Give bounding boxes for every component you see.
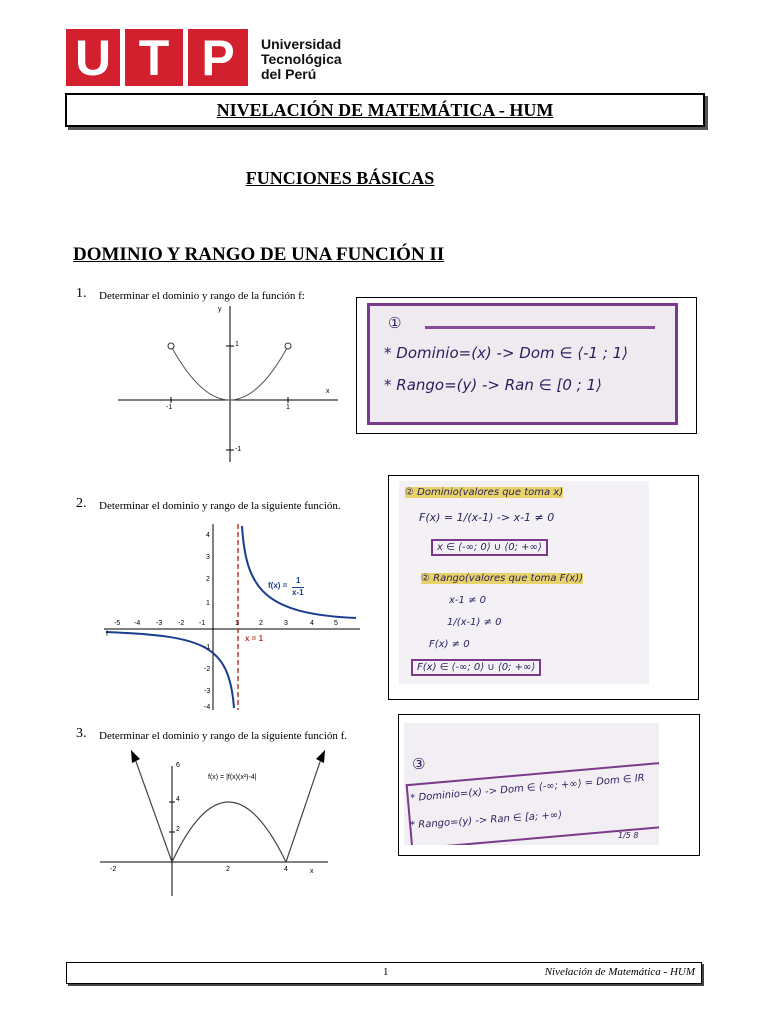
y-tick-m2: -2 bbox=[204, 666, 211, 673]
x-tick-4: 4 bbox=[310, 620, 314, 627]
graph-2-svg bbox=[104, 524, 360, 710]
x-tick-m5: -5 bbox=[114, 620, 121, 627]
arrow-left bbox=[131, 750, 140, 763]
x-tick-2: 2 bbox=[259, 620, 263, 627]
label-neg-one-x: -1 bbox=[166, 404, 173, 411]
y-tick-2: 2 bbox=[206, 576, 210, 583]
label-x: x bbox=[326, 388, 330, 395]
footer-course: Nivelación de Matemática - HUM bbox=[544, 966, 695, 978]
answer-2-line-5: 1/(x-1) ≠ 0 bbox=[447, 617, 502, 628]
x-tick-m1: -1 bbox=[199, 620, 206, 627]
right-branch bbox=[286, 756, 322, 862]
logo-letter-p: P bbox=[188, 29, 248, 86]
x-tick-4: 4 bbox=[284, 866, 288, 873]
answer-2-line-3: ② Rango(valores que toma F(x)) bbox=[421, 573, 583, 584]
answer-3-line-3: 1/5 8 bbox=[618, 831, 639, 840]
open-point-right bbox=[285, 343, 291, 349]
x-tick-m2: -2 bbox=[178, 620, 185, 627]
formula-label: f(x) = |f(x)(x²)-4| bbox=[208, 774, 257, 781]
graph-3-svg bbox=[98, 748, 330, 898]
graph-1-svg bbox=[110, 304, 350, 464]
y-tick-1: 1 bbox=[206, 600, 210, 607]
x-tick-m3: -3 bbox=[156, 620, 163, 627]
answer-photo-3 bbox=[398, 714, 700, 856]
page-subtitle: DOMINIO Y RANGO DE UNA FUNCIÓN II bbox=[73, 244, 445, 265]
label-neg-one-y: -1 bbox=[235, 446, 242, 453]
logo-letter-u: U bbox=[66, 29, 120, 86]
answer-3-line-0: ③ bbox=[412, 755, 426, 773]
answer-photo-1 bbox=[356, 297, 697, 434]
y-tick-3: 3 bbox=[206, 554, 210, 561]
x-tick-m4: -4 bbox=[134, 620, 141, 627]
answer-paper-1 bbox=[367, 303, 678, 425]
f-label-prefix: f(x) = bbox=[268, 581, 288, 590]
answer-1-line-2: * Rango=(y) -> Ran ∈ [0 ; 1⟩ bbox=[384, 376, 602, 394]
course-title: NIVELACIÓN DE MATEMÁTICA - HUM bbox=[216, 99, 554, 120]
answer-2-line-0: ② Dominio(valores que toma x) bbox=[405, 487, 564, 498]
y-tick-m1: -1 bbox=[204, 644, 211, 651]
item-2-text: Determinar el dominio y rango de la siguiente función. bbox=[99, 500, 341, 512]
item-3-text: Determinar el dominio y rango de la siguiente función f. bbox=[99, 730, 348, 742]
answer-2-line-6: F(x) ≠ 0 bbox=[429, 639, 470, 650]
branch-right bbox=[242, 526, 356, 618]
x-tick-5: 5 bbox=[334, 620, 338, 627]
section-title: FUNCIONES BÁSICAS bbox=[245, 168, 435, 188]
answer-2-line-4: x-1 ≠ 0 bbox=[449, 595, 486, 606]
logo-text bbox=[261, 37, 342, 82]
f-label-bottom: x-1 bbox=[292, 588, 304, 597]
label-y: y bbox=[218, 306, 222, 313]
y-tick-4: 4 bbox=[176, 796, 180, 803]
item-1-number: 1. bbox=[76, 286, 87, 301]
item-1-graph bbox=[110, 304, 350, 464]
x-axis-label: x bbox=[310, 868, 314, 875]
left-branch bbox=[134, 756, 172, 862]
y-tick-m4: -4 bbox=[204, 704, 211, 711]
logo-line-3: del Perú bbox=[261, 66, 317, 82]
page-number: 1 bbox=[383, 966, 389, 978]
f-tag: f bbox=[106, 631, 108, 638]
label-one-y: 1 bbox=[235, 341, 239, 348]
answer-2-line-2: x ∈ ⟨-∞; 0⟩ ∪ ⟨0; +∞⟩ bbox=[431, 539, 548, 556]
answer-3-line-1: * Dominio=(x) -> Dom ∈ ⟨-∞; +∞⟩ = Dom ∈ IR bbox=[409, 772, 646, 805]
y-tick-m3: -3 bbox=[204, 688, 211, 695]
answer-paper-3 bbox=[404, 723, 659, 845]
y-tick-4: 4 bbox=[206, 532, 210, 539]
y-tick-6: 6 bbox=[176, 762, 180, 769]
footer-box bbox=[66, 962, 702, 984]
item-2-number: 2. bbox=[76, 496, 87, 511]
answer-photo-2 bbox=[388, 475, 699, 700]
x-tick-3: 3 bbox=[284, 620, 288, 627]
answer-paper-2 bbox=[399, 481, 649, 684]
answer-2-line-7: F(x) ∈ ⟨-∞; 0⟩ ∪ ⟨0; +∞⟩ bbox=[411, 659, 541, 676]
logo-letter-t: T bbox=[125, 29, 183, 86]
answer-2-line-1: F(x) = 1/(x-1) -> x-1 ≠ 0 bbox=[419, 511, 555, 524]
item-1-text: Determinar el dominio y rango de la función f: bbox=[99, 290, 305, 302]
logo-line-2: Tecnológica bbox=[261, 51, 342, 67]
f-label-top: 1 bbox=[296, 576, 301, 585]
answer-3-line-2: * Rango=(y) -> Ran ∈ [a; +∞⟩ bbox=[409, 809, 563, 832]
item-3-graph bbox=[98, 748, 330, 898]
x-tick-1: 1 bbox=[235, 620, 239, 627]
answer-1-line-1: * Dominio=(x) -> Dom ∈ ⟨-1 ; 1⟩ bbox=[384, 344, 629, 362]
logo-line-1: Universidad bbox=[261, 36, 342, 52]
answer-1-line-0: ① bbox=[388, 314, 402, 332]
x-tick-m2: -2 bbox=[110, 866, 117, 873]
course-title-box bbox=[65, 93, 705, 127]
middle-arc bbox=[172, 802, 286, 862]
underline-mark bbox=[425, 326, 655, 329]
asymptote-label: x = 1 bbox=[245, 634, 264, 643]
branch-left bbox=[106, 632, 234, 708]
arrow-right bbox=[316, 750, 325, 763]
item-3-number: 3. bbox=[76, 726, 87, 741]
label-one-x: 1 bbox=[286, 404, 290, 411]
y-tick-2: 2 bbox=[176, 826, 180, 833]
open-point-left bbox=[168, 343, 174, 349]
x-tick-2: 2 bbox=[226, 866, 230, 873]
item-2-graph bbox=[104, 524, 360, 710]
